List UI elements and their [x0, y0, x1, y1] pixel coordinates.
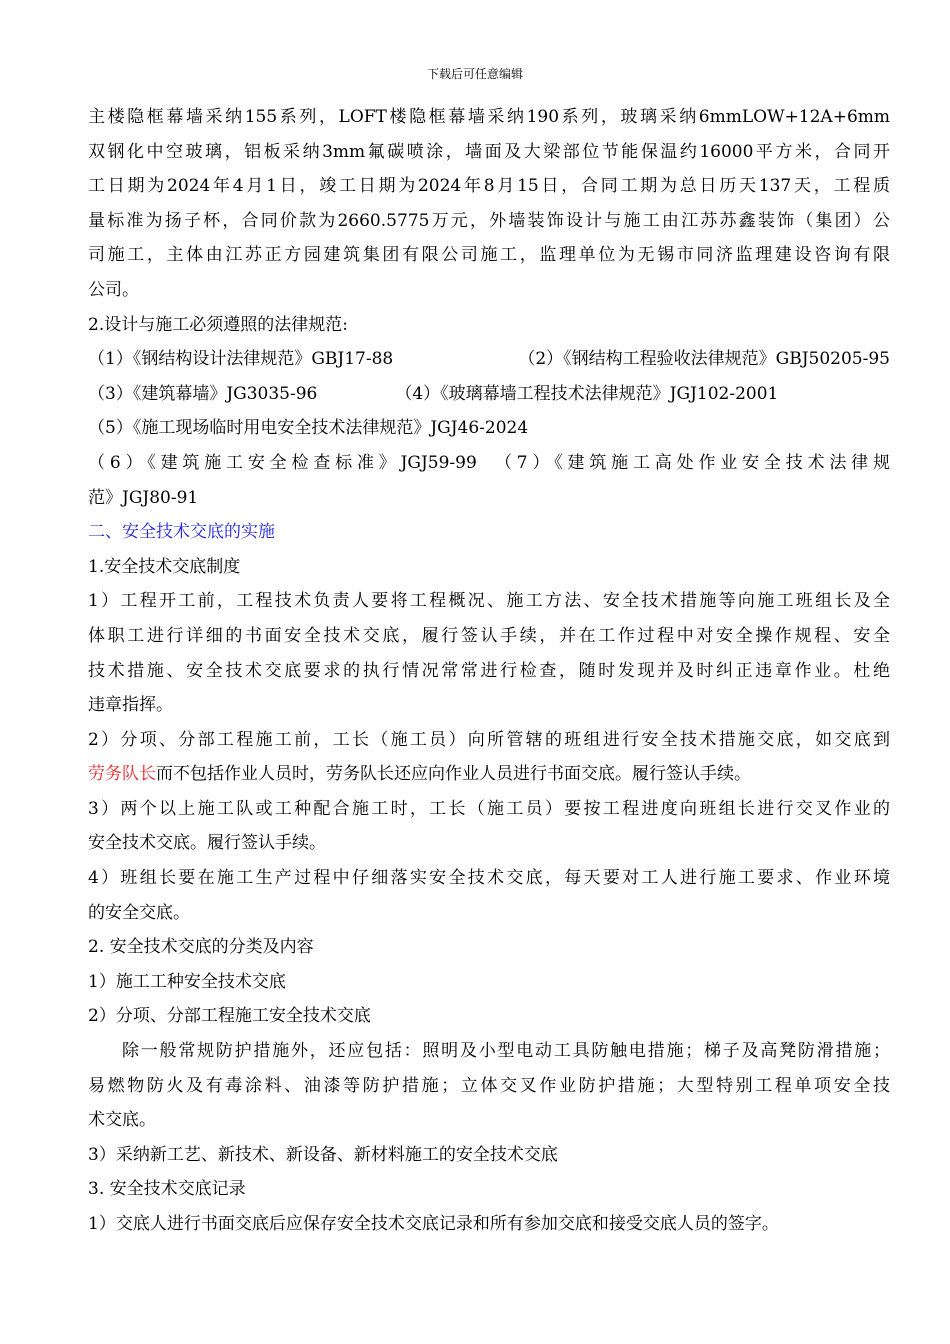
subsection-title: 1.安全技术交底制度 [88, 556, 241, 577]
page-header: 下载后可任意编辑 [426, 67, 523, 81]
list-item-line: 体职工进行详细的书面安全技术交底，履行签认手续，并在工作过程中对安全操作规程、安全 [88, 625, 890, 646]
list-item: 3）采纳新工艺、新技术、新设备、新材料施工的安全技术交底 [88, 1144, 558, 1165]
regulation-item: （6）《建筑施工安全检查标准》JGJ59-99 （7）《建筑施工高处作业安全技术法律规 [88, 452, 890, 473]
paragraph-line: 公司。 [88, 279, 139, 300]
list-item-line: 3）两个以上施工队或工种配合施工时，工长（施工员）要按工程进度向班组长进行交叉作业的 [88, 798, 890, 819]
regulation-row [88, 377, 890, 412]
paragraph-line: 术交底。 [88, 1110, 156, 1131]
section-heading: 二、安全技术交底的实施 [88, 522, 275, 543]
paragraph-line: 工日期为2024年4月1日，竣工日期为2024年8月15日，合同工期为总日历天137天，工程质 [88, 176, 890, 197]
regulation-item: 范》JGJ80-91 [88, 487, 199, 508]
regulation-item: （2）《钢结构工程验收法律规范》GBJ50205-95 [518, 349, 890, 370]
regulation-item: （3）《建筑幕墙》JG3035-96 [88, 383, 318, 404]
paragraph-line: 双钢化中空玻璃，铝板采纳3mm氟碳喷涂，墙面及大梁部位节能保温约16000平方米，合同开 [88, 141, 890, 162]
paragraph-line: 量标准为扬子杯，合同价款为2660.5775万元，外墙装饰设计与施工由江苏苏鑫装饰（集团）公 [88, 210, 890, 231]
list-item-line: 安全技术交底。履行签认手续。 [88, 833, 326, 854]
list-item-line: 的安全交底。 [88, 902, 190, 923]
paragraph-line: 主楼隐框幕墙采纳155系列，LOFT楼隐框幕墙采纳190系列，玻璃采纳6mmLOW+12A+6mm [88, 107, 890, 127]
list-item-line: 2）分项、分部工程施工前，工长（施工员）向所管辖的班组进行安全技术措施交底，如交底到 [88, 729, 890, 750]
list-item-line: 4）班组长要在施工生产过程中仔细落实安全技术交底，每天要对工人进行施工要求、作业环境 [88, 868, 890, 889]
document-body [88, 100, 890, 1242]
list-item-line: 违章指挥。 [88, 695, 173, 716]
list-item-line [88, 757, 890, 792]
list-item: 1）交底人进行书面交底后应保存安全技术交底记录和所有参加交底和接受交底人员的签字。 [88, 1214, 779, 1234]
list-item-line: 技术措施、安全技术交底要求的执行情况常常进行检查，随时发现并及时纠正违章作业。杜绝 [88, 660, 890, 681]
subsection-title: 2. 安全技术交底的分类及内容 [88, 937, 314, 958]
subsection-title: 2.设计与施工必须遵照的法律规范: [88, 314, 348, 335]
list-item: 1）施工工种安全技术交底 [88, 971, 286, 992]
regulation-item: （5）《施工现场临时用电安全技术法律规范》JGJ46-2024 [88, 418, 529, 439]
highlighted-text: 劳务队长 [88, 764, 156, 785]
list-item-line: 1）工程开工前，工程技术负责人要将工程概况、施工方法、安全技术措施等向施工班组长及全 [88, 591, 890, 612]
regulation-item: （1）《钢结构设计法律规范》GBJ17-88 [88, 349, 394, 370]
list-item: 2）分项、分部工程施工安全技术交底 [88, 1006, 371, 1027]
paragraph-line: 易燃物防火及有毒涂料、油漆等防护措施；立体交叉作业防护措施；大型特别工程单项安全技 [88, 1075, 890, 1096]
paragraph-line: 除一般常规防护措施外，还应包括：照明及小型电动工具防触电措施；梯子及高凳防滑措施； [122, 1041, 890, 1062]
paragraph-line: 司施工，主体由江苏正方园建筑集团有限公司施工，监理单位为无锡市同济监理建设咨询有限 [88, 245, 890, 266]
regulation-item: （4）《玻璃幕墙工程技术法律规范》JGJ102-2001 [395, 383, 779, 404]
regulation-row [88, 342, 890, 377]
subsection-title: 3. 安全技术交底记录 [88, 1179, 246, 1200]
list-item-text: 而不包括作业人员时，劳务队长还应向作业人员进行书面交底。履行签认手续。 [156, 764, 751, 785]
